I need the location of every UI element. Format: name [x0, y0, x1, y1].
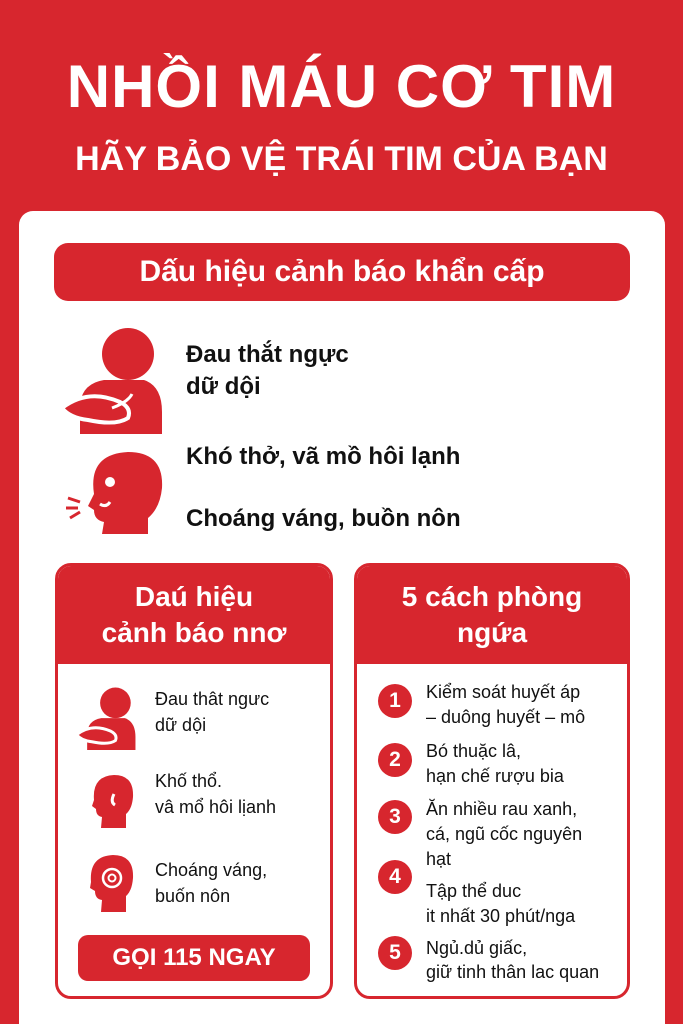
tip-3-line1: Ăn nhiều rau xanh,	[426, 799, 578, 819]
tip-2-line1: Bó thuặc lâ,	[426, 741, 522, 761]
tip-5-number: 5	[378, 936, 412, 970]
prevention-title-line1: 5 cách phòng	[401, 581, 583, 612]
chest-pain-icon	[58, 322, 166, 434]
warning-signs-title-line2: cảnh báo nnơ	[101, 617, 287, 648]
left-item-1-line1: Đau thât ngưc	[155, 689, 270, 709]
dizzy-head-icon	[84, 852, 136, 912]
warning-signs-title-line1: Daú hiệu	[134, 581, 254, 612]
tip-5-line2: giữ tinh thân lac quan	[426, 962, 600, 982]
prevention-title-line2: ngứa	[456, 617, 528, 648]
left-item-3-line1: Choáng váng,	[155, 860, 268, 880]
symptom-1-line1: Đau thắt ngực	[186, 341, 349, 368]
tip-3-line3: hạt	[426, 849, 452, 869]
sweat-head-icon	[84, 772, 136, 828]
tip-4-number: 4	[378, 860, 412, 894]
warning-signs-box-header	[58, 566, 330, 664]
symptom-3-text: Choáng váng, buồn nôn	[186, 505, 461, 532]
poster-title: NHỒI MÁU CƠ TIM	[66, 53, 617, 120]
tip-3-line2: cá, ngũ cốc nguyên	[426, 824, 583, 844]
breathing-head-icon	[64, 446, 168, 534]
tip-1-line2: – duông huyết – mô	[426, 707, 586, 727]
call-115-button[interactable]: GỌI 115 NGAY	[78, 935, 310, 981]
emergency-signs-banner: Dấu hiệu cảnh báo khẩn cấp	[54, 243, 630, 301]
tip-1-number: 1	[378, 684, 412, 718]
prevention-box-header	[357, 566, 627, 664]
tip-4-line2: it nhất 30 phút/nga	[426, 906, 576, 926]
tip-1-line1: Kiểm soát huyết áp	[426, 682, 581, 702]
tip-5-line1: Ngủ.dủ giấc,	[426, 938, 528, 958]
tip-2-line2: hạn chế rượu bia	[426, 766, 564, 786]
chest-pain-icon	[74, 684, 138, 750]
symptom-2-text: Khó thở, vã mồ hôi lạnh	[186, 443, 461, 470]
symptom-1-line2: dữ dội	[186, 373, 261, 400]
left-item-2-line1: Khố thổ.	[155, 771, 223, 791]
tip-2-number: 2	[378, 743, 412, 777]
left-item-3-line2: buốn nôn	[155, 886, 231, 906]
left-item-1-line2: dữ dội	[155, 715, 207, 735]
poster-subtitle: HÃY BẢO VỆ TRÁI TIM CỦA BẠN	[75, 140, 608, 178]
left-item-2-line2: vâ mổ hôi lịanh	[155, 797, 277, 817]
tip-4-line1: Tập thể duc	[426, 881, 522, 901]
tip-3-number: 3	[378, 800, 412, 834]
